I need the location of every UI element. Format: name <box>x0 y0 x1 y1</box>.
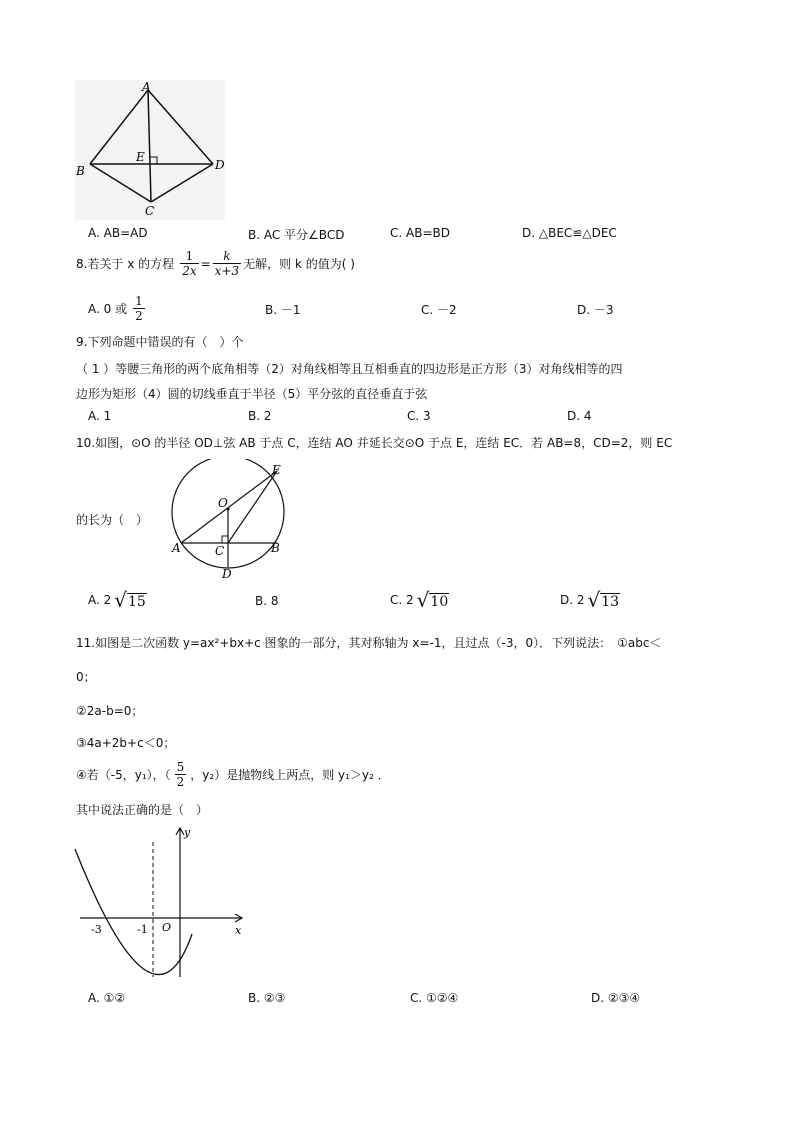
q11-option-b: B. ②③ <box>248 991 286 1005</box>
q10-line-2: 的长为（ ） <box>76 513 149 527</box>
q8-fraction-1 <box>180 249 198 278</box>
q7-label-b: B <box>76 164 85 178</box>
q8-frac2-num: k <box>223 249 231 263</box>
q8-frac2-den: x+3 <box>214 264 240 278</box>
q11-statement-4 <box>76 760 390 789</box>
q8-option-c: C. －2 <box>421 303 457 317</box>
q10-option-c <box>390 590 449 610</box>
q7-kite-figure <box>73 80 228 220</box>
q8-frac1-num: 1 <box>185 249 194 263</box>
q10-option-a <box>88 590 147 610</box>
q8-stem <box>76 249 355 278</box>
q11-parabola-figure <box>70 822 250 982</box>
q10-option-c-radical: √ 10 <box>416 588 449 612</box>
q10-line-1: 10.如图，⊙O 的半径 OD⊥弦 AB 于点 C，连结 AO 并延长交⊙O 于点 E，连结 EC．若 AB=8，CD=2，则 EC <box>76 436 673 450</box>
q10-label-b: B <box>271 541 280 555</box>
q8-option-a-text: A. 0 或 <box>88 302 128 316</box>
q8-option-a-num: 1 <box>135 294 143 308</box>
q11-label-y: y <box>184 826 191 839</box>
q11-label-neg3: -3 <box>91 923 102 936</box>
q11-option-c: C. ①②④ <box>410 991 459 1005</box>
q10-option-a-radicand: 15 <box>128 594 146 610</box>
q11-question: 其中说法正确的是（ ） <box>76 803 209 817</box>
q10-option-a-radical: √ 15 <box>114 588 146 612</box>
q7-label-a: A <box>142 80 151 94</box>
q10-label-a: A <box>172 541 181 555</box>
q11-line-1: 11.如图是二次函数 y=ax²+bx+c 图象的一部分，其对称轴为 x=-1，且过点（-3，0）．下列说法： ①abc＜ <box>76 636 662 650</box>
q9-option-a: A. 1 <box>88 409 112 423</box>
q10-option-b: B. 8 <box>255 594 279 608</box>
q8-prefix: 8.若关于 x 的方程 <box>76 257 175 271</box>
q11-s4-den: 2 <box>176 775 185 789</box>
q10-option-d <box>560 590 620 610</box>
q8-option-b: B. －1 <box>265 303 301 317</box>
q7-label-d: D <box>215 158 225 172</box>
q11-label-o: O <box>162 921 172 934</box>
q9-line-1: （ 1 ）等腰三角形的两个底角相等（2）对角线相等且互相垂直的四边形是正方形（3）对角线相等的四 <box>76 362 623 376</box>
q10-label-e: E <box>272 463 281 477</box>
q7-option-b: B. AC 平分∠BCD <box>248 228 345 242</box>
q10-option-d-radical: √ 13 <box>587 588 620 612</box>
q7-option-d: D. △BEC≌△DEC <box>522 226 617 240</box>
q11-label-x: x <box>235 924 242 937</box>
q8-option-a-den: 2 <box>135 309 143 323</box>
q7-option-c: C. AB=BD <box>390 226 450 240</box>
q8-suffix: 无解，则 k 的值为( ) <box>243 257 355 271</box>
q10-label-c: C <box>215 544 225 558</box>
q10-label-d: D <box>222 567 232 581</box>
q10-option-d-text: D. 2 <box>560 593 585 607</box>
q8-equals: = <box>200 256 211 271</box>
q11-statement-3: ③4a+2b+c＜0； <box>76 736 176 750</box>
q10-circle-figure <box>165 459 300 581</box>
q10-option-d-radicand: 13 <box>601 594 620 610</box>
q9-line-2: 边形为矩形（4）圆的切线垂直于半径（5）平分弦的直径垂直于弦 <box>76 387 428 401</box>
q8-frac1-den: 2x <box>182 264 197 278</box>
q8-fraction-2 <box>213 249 241 278</box>
q10-option-a-text: A. 2 <box>88 593 112 607</box>
q11-option-d: D. ②③④ <box>591 991 641 1005</box>
q10-label-o: O <box>218 496 228 510</box>
q7-option-a: A. AB=AD <box>88 226 148 240</box>
q9-option-b: B. 2 <box>248 409 272 423</box>
q9-option-c: C. 3 <box>407 409 431 423</box>
q11-statement-4-suffix: ，y₂）是抛物线上两点，则 y₁＞y₂ ． <box>190 768 390 782</box>
q11-option-a: A. ①② <box>88 991 126 1005</box>
q11-s4-num: 5 <box>176 760 185 774</box>
q7-label-c: C <box>145 204 155 218</box>
q11-statement-4-prefix: ④若（-5，y₁），（ <box>76 768 171 782</box>
q8-option-d: D. －3 <box>577 303 614 317</box>
q8-option-a-fraction <box>133 294 145 323</box>
q11-label-neg1: -1 <box>137 923 148 936</box>
q10-option-c-radicand: 10 <box>430 594 449 610</box>
q9-title: 9.下列命题中错误的有（ ）个 <box>76 335 244 349</box>
q8-option-a <box>88 294 147 323</box>
q11-line-1b: 0； <box>76 670 96 684</box>
q11-statement-4-fraction <box>175 760 187 789</box>
q7-label-e: E <box>136 150 145 164</box>
q11-statement-2: ②2a-b=0； <box>76 704 144 718</box>
q9-option-d: D. 4 <box>567 409 592 423</box>
q10-option-c-text: C. 2 <box>390 593 414 607</box>
